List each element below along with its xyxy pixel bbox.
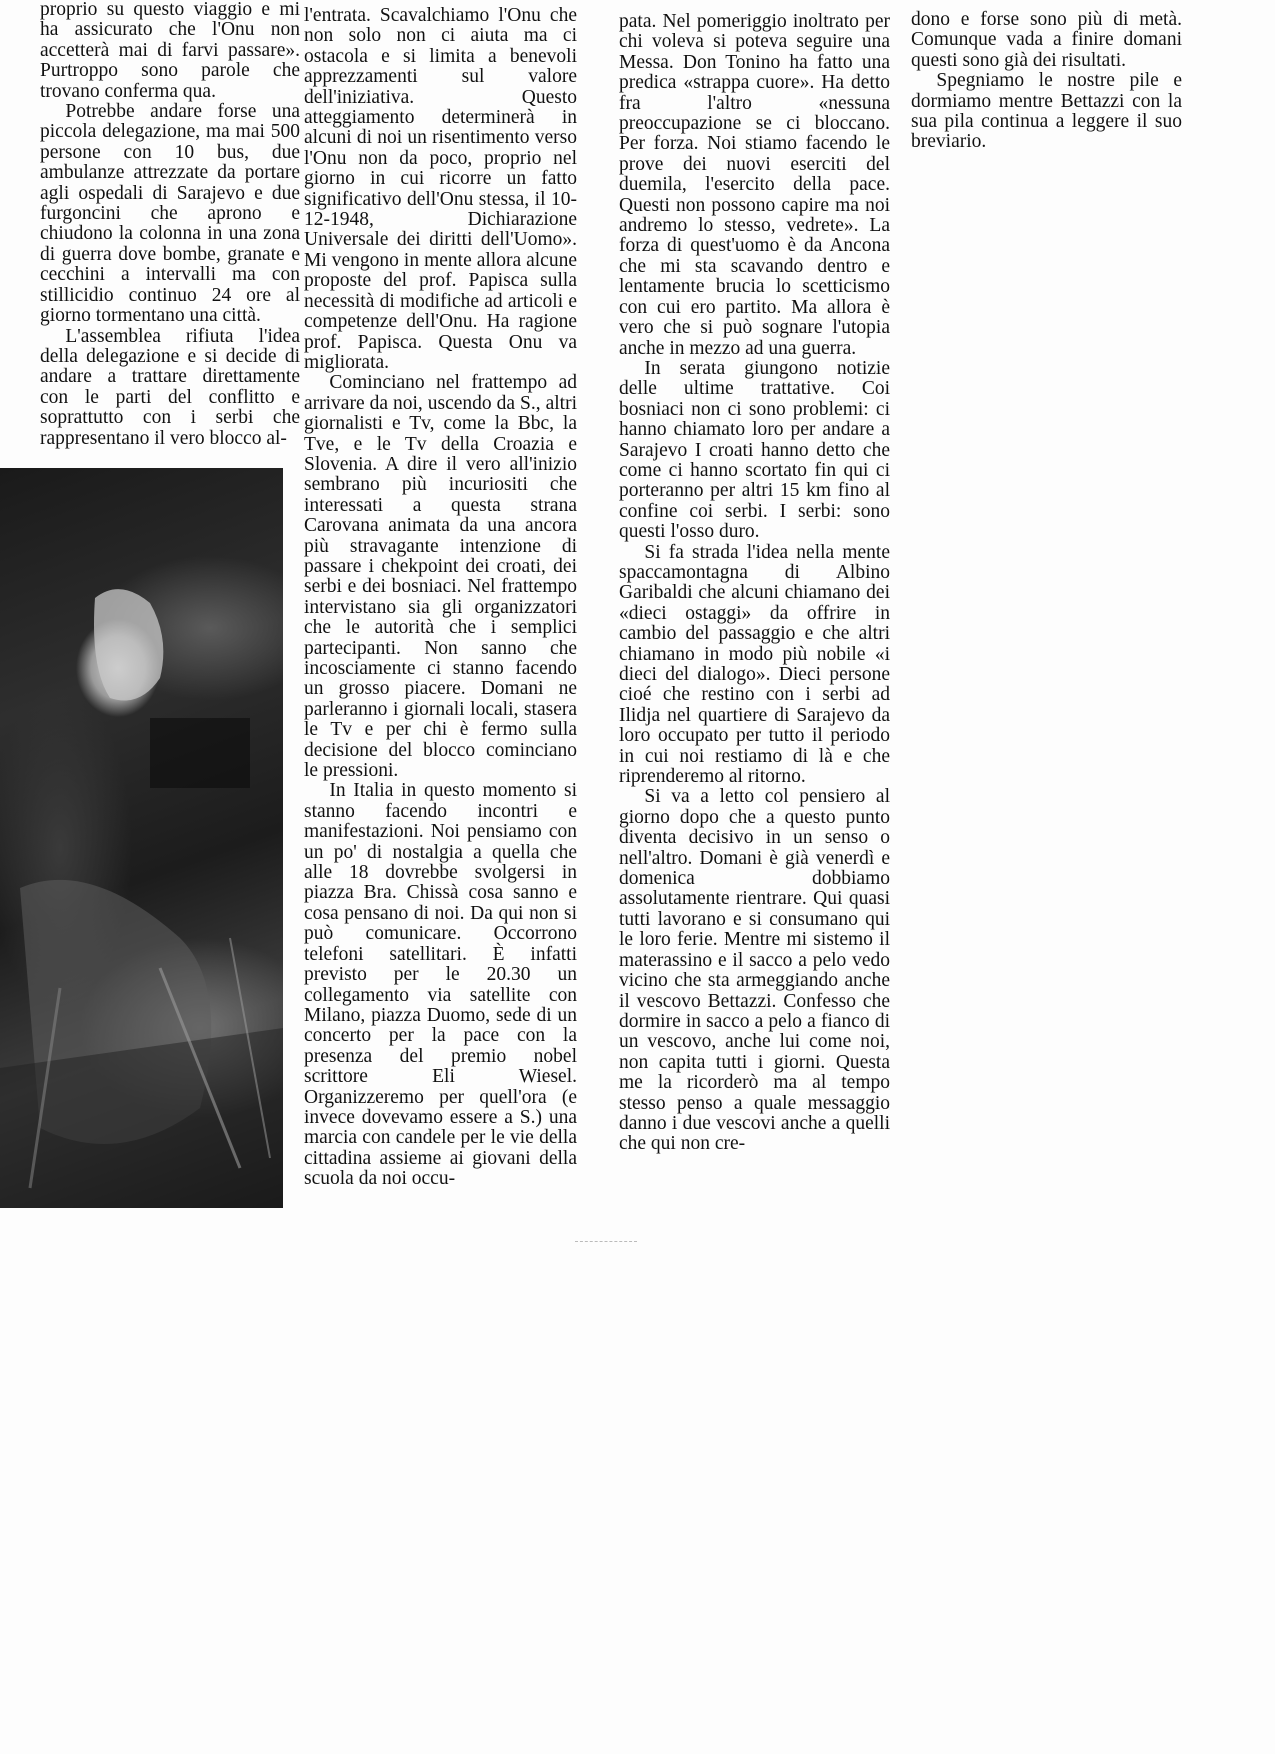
article-column-1 xyxy=(40,0,300,449)
paragraph: Si va a letto col pensiero al giorno dopo che a questo punto diventa decisivo in un senso o nell'altro. Domani è già venerdì e domenica dobbiamo assolutamente rientrare. Qui quasi tutti lavorano e si consumano qui le loro ferie. Mentre mi sistemo il materassino e il sacco a pelo vedo vicino che sta armeggiando anche il vescovo Bettazzi. Confesso che dormire in sacco a pelo a fianco di un vescovo, anche lui come noi, non capita tutti i giorni. Questa me la ricorderò ma al tempo stesso penso a quale messaggio danno i due vescovi anche a quelli che qui non cre- xyxy=(619,786,890,1155)
column-end-rule xyxy=(575,1241,637,1242)
article-column-3 xyxy=(619,12,890,1155)
paragraph: Spegniamo le nostre pile e dormiamo mentre Bettazzi con la sua pila continua a leggere il suo breviario. xyxy=(911,70,1182,153)
article-column-2 xyxy=(304,6,577,1190)
paragraph: Cominciano nel frattempo ad arrivare da noi, uscendo da S., altri giornalisti e Tv, come la Bbc, la Tve, e le Tv della Croazia e Slovenia. A dire il vero all'inizio sembrano più incuriositi che interessati a questa strana Carovana animata da una ancora più stravagante intenzione di passare i chekpoint dei croati, dei serbi e dei bosniaci. Nel frattempo intervistano sia gli organizzatori che le autorità che i semplici partecipanti. Non sanno che incosciamente ci stanno facendo un grosso piacere. Domani ne parleranno i giornali locali, stasera le Tv e per chi è fermo sulla decisione del blocco cominciano le pressioni. xyxy=(304,372,577,782)
article-photo xyxy=(0,468,283,1208)
paragraph: proprio su questo viaggio e mi ha assicurato che l'Onu non accetterà mai di farvi passare». Purtroppo sono parole che trovano conferma qua. xyxy=(40,0,300,102)
paragraph: Si fa strada l'idea nella mente spaccamontagna di Albino Garibaldi che alcuni chiamano dei «dieci ostaggi» da offrire in cambio del passaggio e che altri chiamano in modo più nobile «i dieci del dialogo». Dieci persone cioé che restino con i serbi ad Ilidja nel quartiere di Sarajevo da loro occupato per tutto il periodo in cui noi restiamo di là e che riprenderemo al ritorno. xyxy=(619,541,890,788)
paragraph: Potrebbe andare forse una piccola delegazione, ma mai 500 persone con 10 bus, due ambulanze attrezzate da portare agli ospedali di Sarajevo e due furgoncini che aprono e chiudono la colonna in una zona di guerra dove bombe, granate e cecchini a intervalli ma con stillicidio continuo 24 ore al giorno tormentano una città. xyxy=(40,101,300,327)
paragraph: L'assemblea rifiuta l'idea della delegazione e si decide di andare a trattare direttamente con le parti del conflitto e soprattutto con i serbi che rappresentano il vero blocco al- xyxy=(40,325,300,449)
paragraph: In serata giungono notizie delle ultime trattative. Coi bosniaci non ci sono problemi: ci hanno chiamato loro per andare a Sarajevo I croati hanno detto che come ci hanno scortato fin qui ci porteranno per altri 15 km fino al confine coi serbi. I serbi: sono questi l'osso duro. xyxy=(619,357,890,543)
paragraph: pata. Nel pomeriggio inoltrato per chi voleva si poteva seguire una Messa. Don Tonino ha fatto una predica «strappa cuore». Ha detto fra l'altro «nessuna preoccupazione se ci bloccano. Per forza. Noi stiamo facendo le prove dei nuovi eserciti del duemila, l'esercito della pace. Questi non possono capire ma noi andremo lo stesso, vedrete». La forza di quest'uomo è da Ancona che mi sta scavando dentro e lentamente brucia lo scetticismo con cui ero partito. Ma allora è vero che si può sognare l'utopia anche in mezzo ad una guerra. xyxy=(619,11,890,359)
paragraph: dono e forse sono più di metà. Comunque vada a finire domani questi sono già dei risultati. xyxy=(911,9,1182,71)
article-column-4 xyxy=(911,10,1182,153)
paragraph: l'entrata. Scavalchiamo l'Onu che non solo non ci aiuta ma ci ostacola e si limita a benevoli apprezzamenti sul valore dell'iniziativa. Questo atteggiamento determinerà in alcuni di noi un risentimento verso l'Onu non da poco, proprio nel giorno in cui ricorre un fatto significativo dell'Onu stessa, il 10-12-1948, Dichiarazione Universale dei diritti dell'Uomo». Mi vengono in mente allora alcune proposte del prof. Papisca sulla necessità di modifiche ad articoli e competenze dell'Onu. Ha ragione prof. Papisca. Questa Onu va migliorata. xyxy=(304,5,577,373)
paragraph: In Italia in questo momento si stanno facendo incontri e manifestazioni. Noi pensiamo con un po' di nostalgia a quella che alle 18 dovrebbe svolgersi in piazza Bra. Chissà cosa sanno e cosa pensano di noi. Da qui non si può comunicare. Occorrono telefoni satellitari. È infatti previsto per le 20.30 un collegamento via satellite con Milano, piazza Duomo, sede di un concerto per la pace con la presenza del premio nobel scrittore Eli Wiesel. Organizzeremo per quell'ora (e invece dovevamo essere a S.) una marcia con candele per le vie della cittadina assieme ai giovani della scuola da noi occu- xyxy=(304,780,577,1190)
